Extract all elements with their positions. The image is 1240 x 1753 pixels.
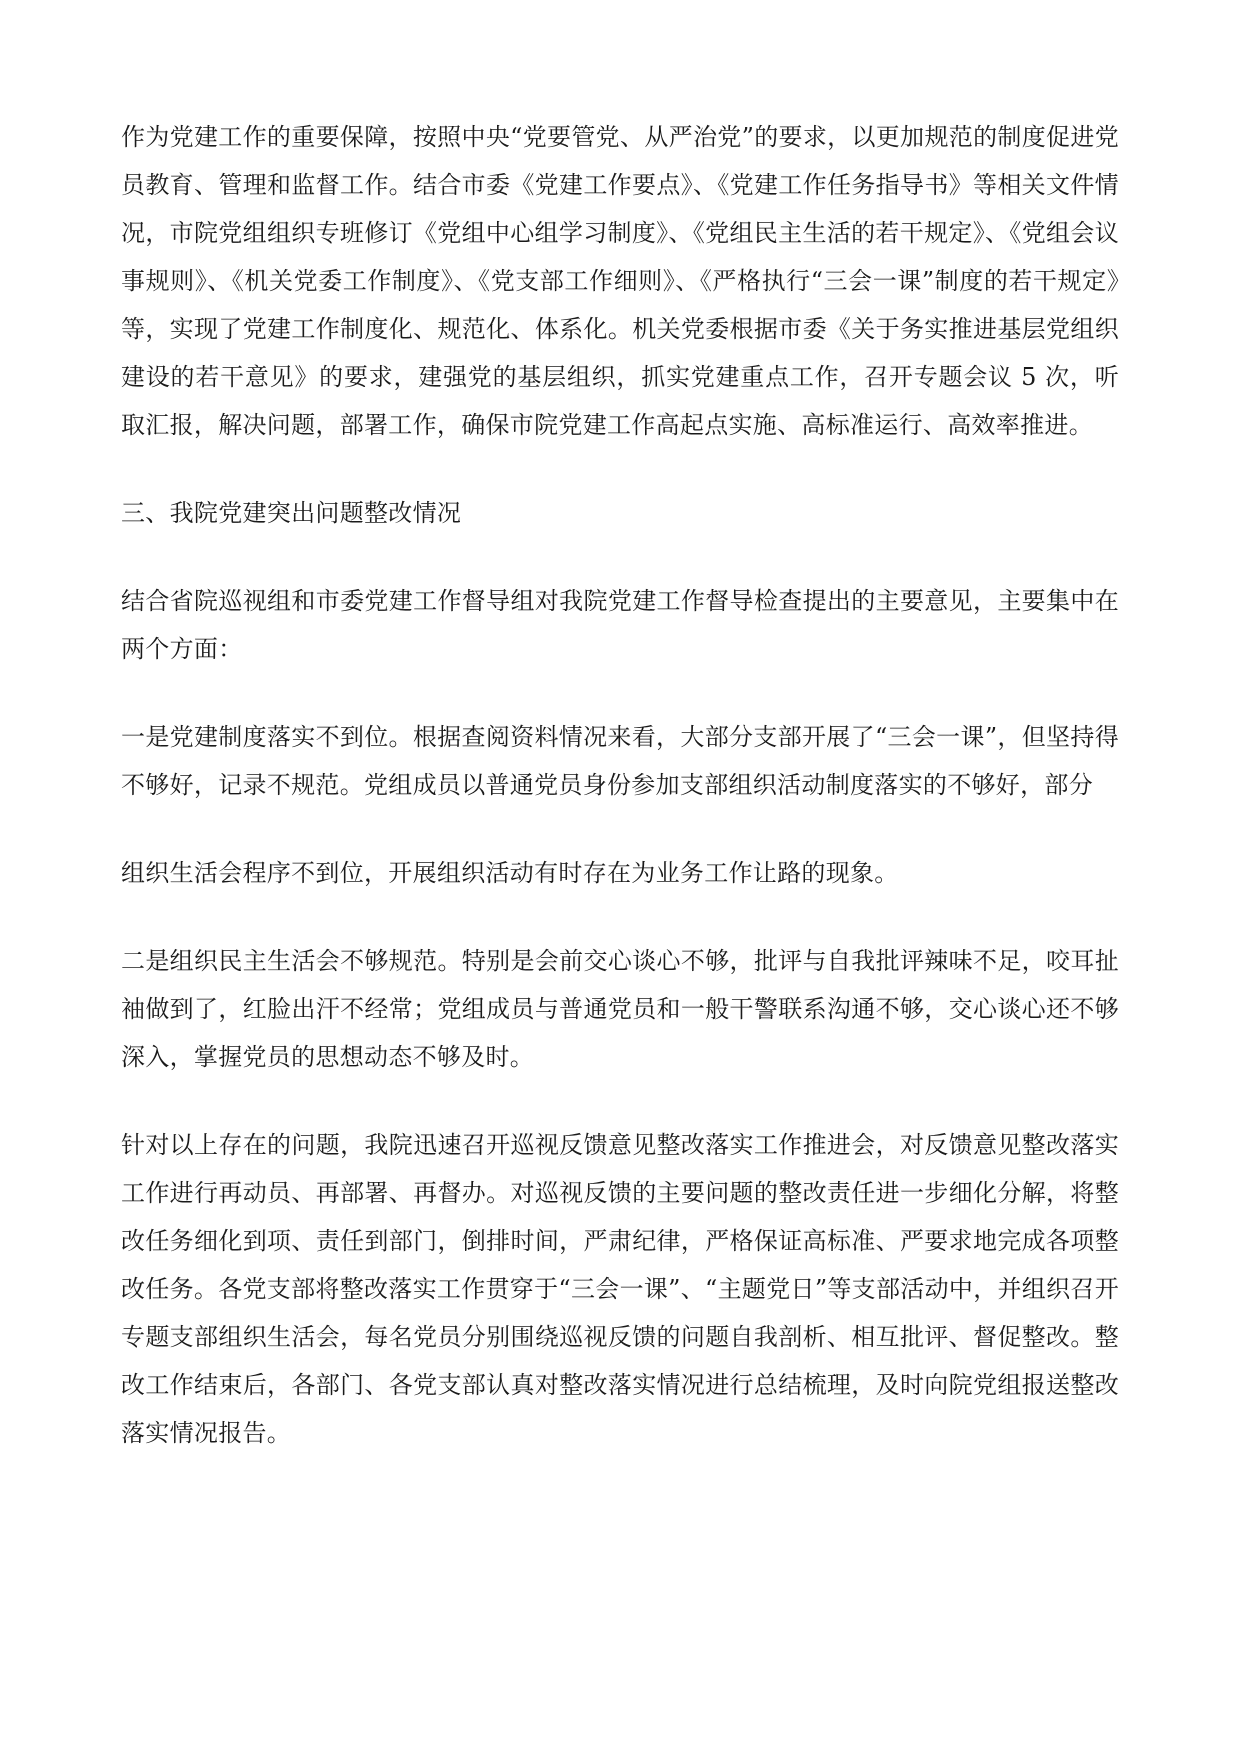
document-body <box>121 113 1119 1497</box>
section-heading-rectification: 三、我院党建突出问题整改情况 <box>121 499 462 527</box>
paragraph-issue-one-continued: 组织生活会程序不到位，开展组织活动有时存在为业务工作让路的现象。 <box>121 859 899 887</box>
paragraph-inspection-opinions: 结合省院巡视组和市委党建工作督导组对我院党建工作督导检查提出的主要意见，主要集中在两个方面： <box>121 587 1119 663</box>
paragraph-issue-one: 一是党建制度落实不到位。根据查阅资料情况来看，大部分支部开展了“三会一课”，但坚持得不够好，记录不规范。党组成员以普通党员身份参加支部组织活动制度落实的不够好，部分 <box>121 723 1119 799</box>
paragraph-rectification-measures: 针对以上存在的问题，我院迅速召开巡视反馈意见整改落实工作推进会，对反馈意见整改落实工作进行再动员、再部署、再督办。对巡视反馈的主要问题的整改责任进一步细化分解，将整改任务细化到项、责任到部门，倒排时间，严肃纪律，严格保证高标准、严要求地完成各项整改任务。各党支部将整改落实工作贯穿于“三会一课”、“主题党日”等支部活动中，并组织召开专题支部组织生活会，每名党员分别围绕巡视反馈的问题自我剖析、相互批评、督促整改。整改工作结束后，各部门、各党支部认真对整改落实情况进行总结梳理，及时向院党组报送整改落实情况报告。 <box>121 1131 1119 1447</box>
paragraph-issue-two: 二是组织民主生活会不够规范。特别是会前交心谈心不够，批评与自我批评辣味不足，咬耳扯袖做到了，红脸出汗不经常；党组成员与普通党员和一般干警联系沟通不够，交心谈心还不够深入，掌握党员的思想动态不够及时。 <box>121 947 1119 1071</box>
paragraph-party-building-rules: 作为党建工作的重要保障，按照中央“党要管党、从严治党”的要求，以更加规范的制度促进党员教育、管理和监督工作。结合市委《党建工作要点》、《党建工作任务指导书》等相关文件情况，市院党组组织专班修订《党组中心组学习制度》、《党组民主生活的若干规定》、《党组会议事规则》、《机关党委工作制度》、《党支部工作细则》、《严格执行“三会一课”制度的若干规定》等，实现了党建工作制度化、规范化、体系化。机关党委根据市委《关于务实推进基层党组织建设的若干意见》的要求，建强党的基层组织，抓实党建重点工作，召开专题会议 5 次，听取汇报，解决问题，部署工作，确保市院党建工作高起点实施、高标准运行、高效率推进。 <box>121 123 1119 439</box>
